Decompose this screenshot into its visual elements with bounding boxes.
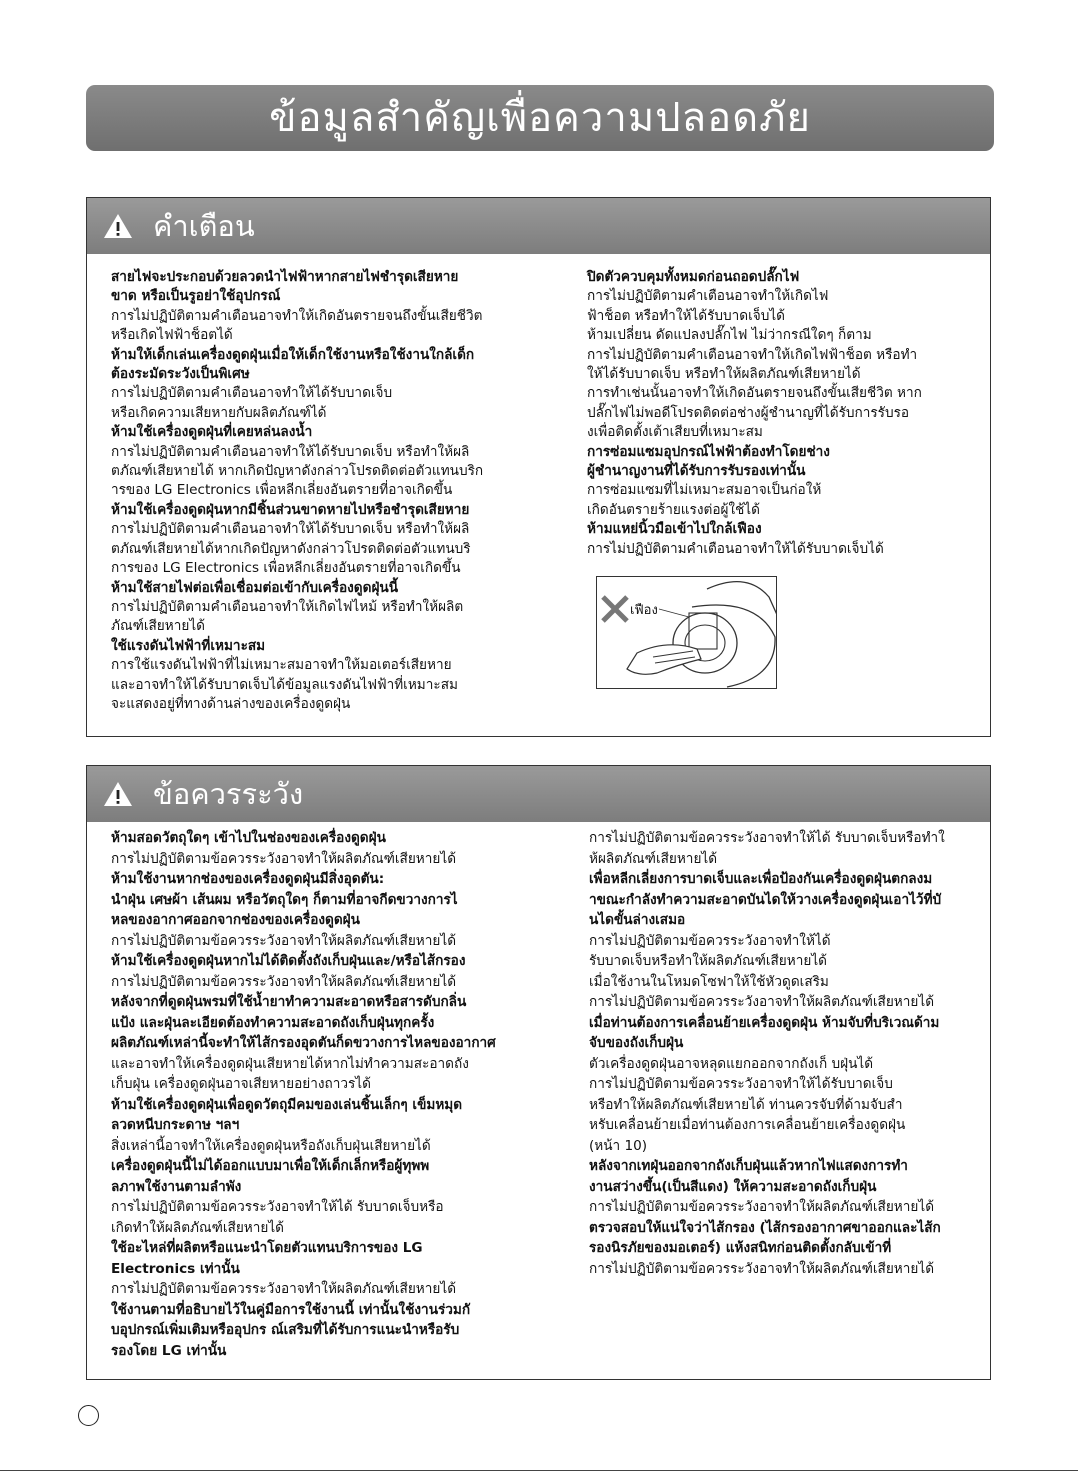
item-text: เกิดอันตรายร้ายแรงต่อผู้ใช้ได้ (587, 501, 760, 518)
item-text: การไม่ปฏิบัติตามข้อควรระวังอาจทำให้ผลิตภัณฑ์เสียหายได้ (589, 994, 935, 1010)
item-heading: ห้ามใช้เครื่องดูดฝุ่นหากมีชิ้นส่วนขาดหายไปหรือชำรุดเสียหาย (111, 501, 470, 518)
caution-left-column (111, 828, 551, 1361)
warning-header (87, 198, 990, 254)
warning-icon (103, 201, 133, 227)
item-heading: รองโดย LG เท่านั้น (111, 1342, 227, 1359)
item-text: การไม่ปฏิบัติตามคำเตือนอาจทำให้ได้รับบาดเจ็บ หรือทำให้ผลิ (111, 443, 470, 460)
item-text: การไม่ปฏิบัติตามข้อควรระวังอาจทำให้ผลิตภัณฑ์เสียหายได้ (111, 932, 457, 949)
item-text: การใช้แรงดันไฟฟ้าที่ไม่เหมาะสมอาจทำให้มอเตอร์เสียหาย (111, 657, 452, 674)
item-heading: สายไฟจะประกอบด้วยลวดนำไฟฟ้าหากสายไฟชำรุดเสียหาย (111, 269, 459, 285)
page-number-marker (78, 1405, 99, 1426)
item-text: หรือทำให้ผลิตภัณฑ์เสียหายได้ ท่านควรจับที่ด้ามจับสำ (589, 1096, 903, 1113)
item-text: หรือเกิดไฟฟ้าช็อตได้ (111, 327, 233, 344)
item-heading: นไดขั้นล่างเสมอ (589, 912, 686, 928)
caution-heading: ข้อควรระวัง (153, 777, 304, 811)
item-text: การไม่ปฏิบัติตามข้อควรระวังอาจทำให้ผลิตภัณฑ์เสียหายได้ (111, 1281, 457, 1297)
item-text: การไม่ปฏิบัติตามคำเตือนอาจทำให้เกิดอันตรายจนถึงขั้นเสียชีวิต (111, 307, 483, 324)
item-text: ภัณฑ์เสียหายได้ (111, 618, 205, 635)
item-text: การไม่ปฏิบัติตามข้อควรระวังอาจทำให้ผลิตภัณฑ์เสียหายได้ (111, 973, 457, 990)
item-text: รับบาดเจ็บหรือทำให้ผลิตภัณฑ์เสียหายได้ (589, 953, 827, 969)
gear-label: เฟือง (630, 603, 658, 618)
item-heading: งานสว่างขึ้น(เป็นสีแดง) ให้ความสะอาดถังเก็บฝุ่น (589, 1178, 877, 1195)
item-heading: หลังจากที่ดูดฝุ่นพรมที่ใช้น้ำยาทำความสะอาดหรือสารดับกลิ่น (111, 994, 467, 1010)
item-text: การไม่ปฏิบัติตามข้อควรระวังอาจทำให้ผลิตภัณฑ์เสียหายได้ (111, 850, 457, 867)
item-text: การไม่ปฏิบัติตามคำเตือนอาจทำให้ได้รับบาดเจ็บได้ (587, 540, 884, 557)
item-text: เก็บฝุ่น เครื่องดูดฝุ่นอาจเสียหายอย่างถาวรได้ (111, 1076, 371, 1092)
item-text: และอาจทำให้ได้รับบาดเจ็บได้ข้อมูลแรงดันไฟฟ้าที่เหมาะสม (111, 676, 458, 693)
warning-heading: คำเตือน (153, 209, 255, 243)
item-text: เกิดทำให้ผลิตภัณฑ์เสียหายได้ (111, 1219, 285, 1236)
item-text: ตภัณฑ์เสียหายได้ หากเกิดปัญหาดังกล่าวโปรดติดต่อตัวแทนบริก (111, 463, 484, 480)
item-heading: เครื่องดูดฝุ่นนี้ไม่ได้ออกแบบมาเพื่อให้เด็กเล็กหรือผู้ทุพพ (111, 1158, 430, 1174)
item-heading: ปิดตัวควบคุมทั้งหมดก่อนถอดปลั๊กไฟ (587, 269, 800, 285)
item-heading: ห้ามใช้เครื่องดูดฝุ่นที่เคยหล่นลงน้ำ (111, 424, 313, 441)
item-heading: แป้ง และฝุ่นละเอียดต้องทำความสะอาดถังเก็บฝุ่นทุกครั้ง (111, 1014, 435, 1031)
item-text: การของ LG Electronics เพื่อหลีกเลี่ยงอันตรายที่อาจเกิดขึ้น (111, 560, 461, 577)
warning-right-column (587, 268, 982, 559)
item-text: สิ่งเหล่านี้อาจทำให้เครื่องดูดฝุ่นหรือถังเก็บฝุ่นเสียหายได้ (111, 1137, 431, 1154)
item-heading: นำฝุ่น เศษผ้า เส้นผม หรือวัตถุใดๆ ก็ตามที่อาจกีดขวางการไ (111, 891, 458, 908)
caution-right-column (589, 828, 984, 1279)
warning-left-column (111, 268, 551, 714)
item-text: การไม่ปฏิบัติตามข้อควรระวังอาจทำให้ผลิตภัณฑ์เสียหายได้ (589, 1260, 935, 1277)
item-text: ตภัณฑ์เสียหายได้หากเกิดปัญหาดังกล่าวโปรดติดต่อตัวแทนบริ (111, 540, 471, 557)
item-text: ตัวเครื่องดูดฝุ่นอาจหลุดแยกออกจากถังเก็ บฝุ่นได้ (589, 1055, 874, 1072)
item-text: (หน้า 10) (589, 1137, 648, 1154)
item-text: ปลั๊กไฟไม่พอดีโปรดติดต่อช่างผู้ชำนาญที่ได้รับการรับรอ (587, 404, 910, 421)
item-text: เมื่อใช้งานในโหมดโซฟาให้ใช้หัวดูดเสริม (589, 973, 829, 990)
item-heading: เพื่อหลีกเลี่ยงการบาดเจ็บและเพื่อป้องกันเครื่องดูดฝุ่นตกลงม (589, 871, 933, 887)
item-heading: บอุปกรณ์เพิ่มเติมหรืออุปกร ณ์เสริมที่ได้รับการแนะนำหรือรับ (111, 1322, 460, 1338)
item-heading: ใช้อะไหล่ที่ผลิตหรือแนะนำโดยตัวแทนบริการของ LG (111, 1240, 423, 1256)
item-text: การไม่ปฏิบัติตามข้อควรระวังอาจทำให้ได้ รับบาดเจ็บหรือ (111, 1199, 444, 1215)
item-text: การไม่ปฏิบัติตามข้อควรระวังอาจทำให้ได้รับบาดเจ็บ (589, 1076, 893, 1092)
item-text: ห้ผลิตภัณฑ์เสียหายได้ (589, 850, 718, 867)
item-text: งเพื่อติดตั้งเต้าเสียบที่เหมาะสม (587, 424, 763, 441)
item-heading: หลังจากเทฝุ่นออกจากถังเก็บฝุ่นแล้วหากไฟแสดงการทำ (589, 1158, 908, 1174)
item-text: หรับเคลื่อนย้ายเมื่อท่านต้องการเคลื่อนย้ายเครื่องดูดฝุ่น (589, 1117, 906, 1133)
item-heading: ตรวจสอบให้แน่ใจว่าไส้กรอง (ไส้กรองอากาศขาออกและไส้ก (589, 1219, 941, 1236)
item-text: การไม่ปฏิบัติตามข้อควรระวังอาจทำให้ได้ รับบาดเจ็บหรือทำใ (589, 830, 945, 846)
item-heading: ผู้ชำนาญงานที่ได้รับการรับรองเท่านั้น (587, 463, 806, 480)
item-text: การไม่ปฏิบัติตามคำเตือนอาจทำให้ได้รับบาดเจ็บ หรือทำให้ผลิ (111, 521, 470, 538)
item-heading: ขาด หรือเป็นรูอย่าใช้อุปกรณ์ (111, 288, 281, 305)
item-heading: ห้ามใช้เครื่องดูดฝุ่นหากไม่ได้ติดตั้งถังเก็บฝุ่นและ/หรือไส้กรอง (111, 953, 466, 969)
page-bottom-rule (0, 1470, 1078, 1471)
item-heading: ห้ามสอดวัตถุใดๆ เข้าไปในช่องของเครื่องดูดฝุ่น (111, 830, 386, 846)
item-text: การไม่ปฏิบัติตามข้อควรระวังอาจทำให้ผลิตภัณฑ์เสียหายได้ (589, 1199, 935, 1215)
item-heading: การซ่อมแซมอุปกรณ์ไฟฟ้าต้องทำโดยช่าง (587, 443, 830, 460)
item-heading: ลภาพใช้งานตามลำพัง (111, 1178, 242, 1195)
item-text: ให้ได้รับบาดเจ็บ หรือทำให้ผลิตภัณฑ์เสียหายได้ (587, 366, 861, 383)
item-text: หรือเกิดความเสียหายกับผลิตภัณฑ์ได้ (111, 404, 327, 421)
item-heading: เมื่อท่านต้องการเคลื่อนย้ายเครื่องดูดฝุ่น ห้ามจับที่บริเวณด้าม (589, 1014, 940, 1031)
caution-icon (103, 769, 133, 795)
item-heading: ห้ามใช้เครื่องดูดฝุ่นเพื่อดูดวัตถุมีคมของเล่นชิ้นเล็กๆ เข็มหมุด (111, 1096, 463, 1113)
gear-illustration (596, 576, 777, 689)
item-text: และอาจทำให้เครื่องดูดฝุ่นเสียหายได้หากไม่ทำความสะอาดถัง (111, 1055, 469, 1072)
item-heading: ห้ามให้เด็กเล่นเครื่องดูดฝุ่นเมื่อให้เด็กใช้งานหรือใช้งานใกล้เด็ก (111, 346, 475, 363)
item-heading: ต้องระมัดระวังเป็นพิเศษ (111, 366, 250, 383)
item-text: การไม่ปฏิบัติตามคำเตือนอาจทำให้ได้รับบาดเจ็บ (111, 385, 393, 402)
gear-hand-drawing (597, 577, 777, 689)
item-text: การทำเช่นนั้นอาจทำให้เกิดอันตรายจนถึงขั้นเสียชีวิต หาก (587, 385, 922, 402)
item-text: ารของ LG Electronics เพื่อหลีกเลี่ยงอันตรายที่อาจเกิดขึ้น (111, 482, 453, 499)
item-text: การไม่ปฏิบัติตามคำเตือนอาจทำให้เกิดไฟฟ้าช็อต หรือทำ (587, 346, 918, 363)
caution-header (87, 766, 990, 822)
item-text: จะแสดงอยู่ที่ทางด้านล่างของเครื่องดูดฝุ่น (111, 695, 351, 712)
item-text: การไม่ปฏิบัติตามคำเตือนอาจทำให้เกิดไฟ (587, 288, 829, 305)
item-text: ฟ้าช็อต หรือทำให้ได้รับบาดเจ็บได้ (587, 307, 786, 324)
item-heading: จับของถังเก็บฝุ่น (589, 1035, 684, 1051)
item-heading: ใช้แรงดันไฟฟ้าที่เหมาะสม (111, 637, 266, 654)
item-heading: ห้ามใช้สายไฟต่อเพื่อเชื่อมต่อเข้ากับเครื่องดูดฝุ่นนี้ (111, 579, 399, 596)
item-text: การซ่อมแซมที่ไม่เหมาะสมอาจเป็นก่อให้ (587, 482, 822, 499)
item-text: การไม่ปฏิบัติตามข้อควรระวังอาจทำให้ได้ (589, 932, 831, 949)
item-heading: Electronics เท่านั้น (111, 1260, 240, 1277)
item-text: การไม่ปฏิบัติตามคำเตือนอาจทำให้เกิดไฟไหม้ หรือทำให้ผลิต (111, 598, 464, 615)
item-heading: ผลิตภัณฑ์เหล่านี้จะทำให้ไส้กรองอุดตันก็ดขวางการไหลของอากาศ (111, 1035, 496, 1051)
item-heading: ห้ามใช้งานหากช่องของเครื่องดูดฝุ่นมีสิ่งอุดตัน: (111, 871, 385, 887)
item-heading: ห้ามแหย่นิ้วมือเข้าไปใกล้เฟือง (587, 521, 762, 538)
item-heading: รองนิรภัยของมอเตอร์) แห้งสนิทก่อนติดตั้งกลับเข้าที่ (589, 1240, 892, 1256)
item-heading: หลของอากาศออกจากช่องของเครื่องดูดฝุ่น (111, 912, 360, 928)
item-text: ห้ามเปลี่ยน ดัดแปลงปลั๊กไฟ ไม่ว่ากรณีใดๆ ก็ตาม (587, 327, 872, 344)
item-heading: ลวดหนีบกระดาษ ฯลฯ (111, 1117, 240, 1133)
page-title: ข้อมูลสำคัญเพื่อความปลอดภัย (86, 85, 994, 151)
item-heading: ใช้งานตามที่อธิบายไว้ในคู่มือการใช้งานนี้ เท่านั้นใช้งานร่วมกั (111, 1301, 471, 1318)
item-heading: าขณะกำลังทำความสะอาดบันไดให้วางเครื่องดูดฝุ่นเอาไว้ที่บั (589, 891, 942, 908)
